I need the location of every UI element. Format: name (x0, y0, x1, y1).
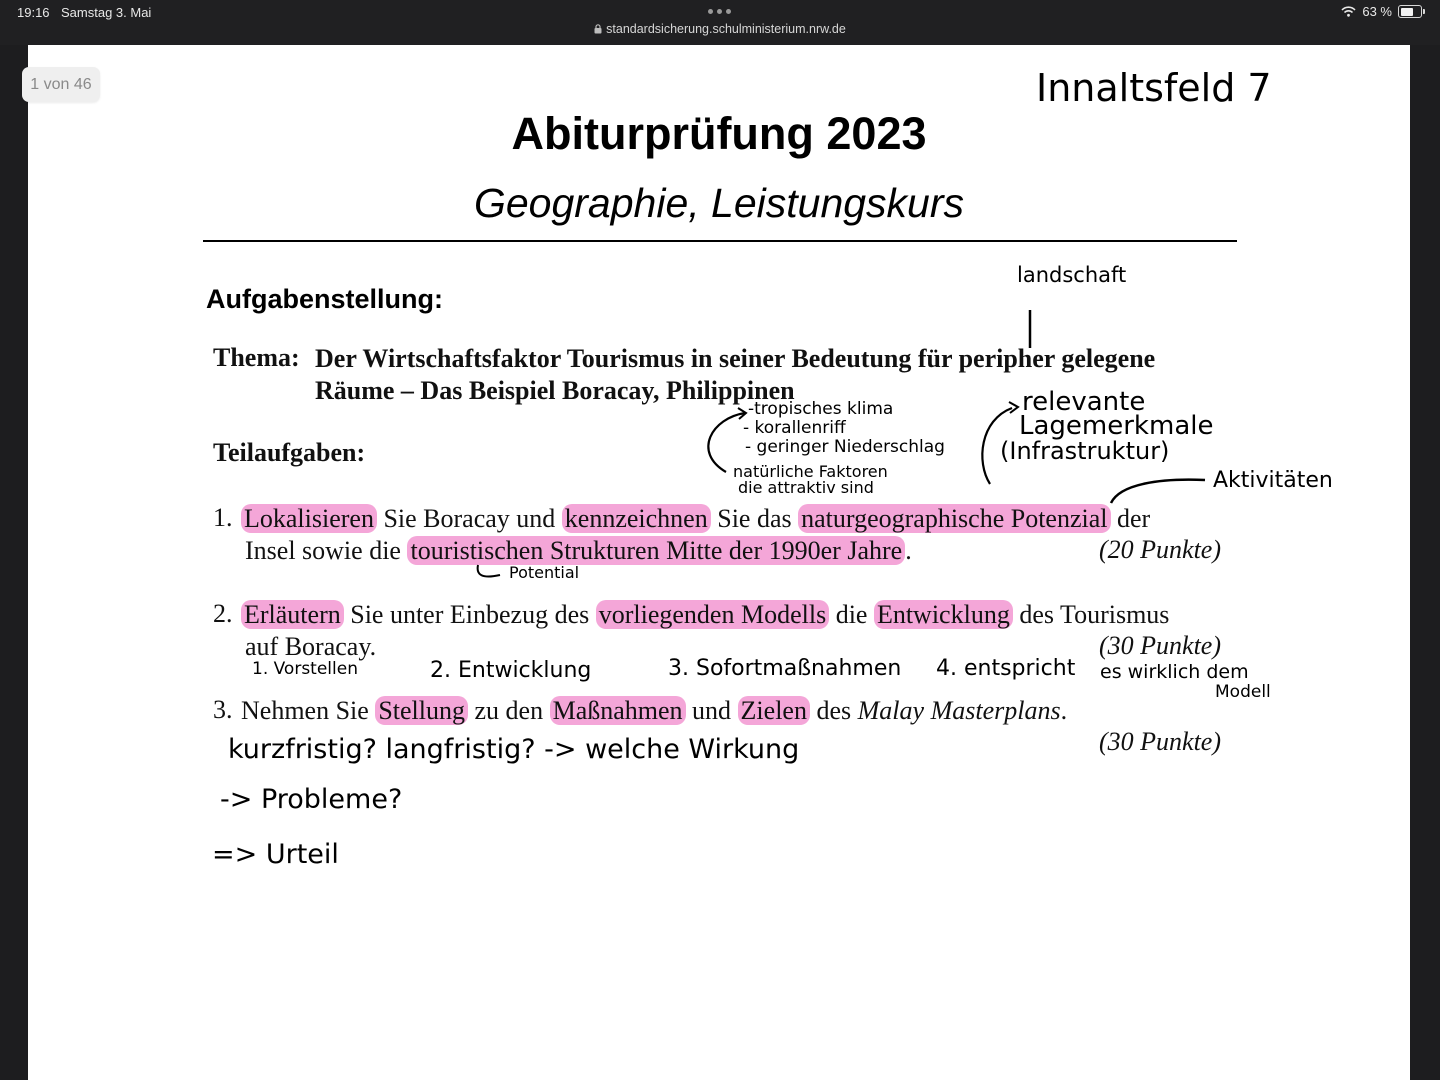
section-heading: Aufgabenstellung: (206, 284, 443, 314)
status-bar (0, 0, 1440, 45)
highlight-zielen: Zielen (738, 696, 810, 725)
highlight-lokalisieren: Lokalisieren (241, 504, 377, 533)
task-3 (241, 695, 1231, 727)
task-2-text: auf Boracay. (245, 632, 377, 661)
note-kurzfristig: kurzfristig? langfristig? -> welche Wirkung (228, 734, 800, 765)
highlight-kennzeichnen: kennzeichnen (562, 504, 711, 533)
thema-line-2: Räume – Das Beispiel Boracay, Philippinen (315, 376, 795, 405)
lock-icon (594, 24, 602, 34)
note-lagemerkmale: Lagemerkmale (1019, 411, 1214, 441)
task-2-number: 2. (213, 599, 233, 628)
note-aktivitaeten: Aktivitäten (1213, 468, 1333, 493)
highlight-modell: vorliegenden Modells (596, 600, 829, 629)
note-attraktiv: die attraktiv sind (738, 478, 874, 497)
battery-icon (1398, 5, 1422, 18)
task-1-text: . (905, 536, 912, 565)
task-1-text: Insel sowie die (245, 536, 401, 565)
page-indicator: 1 von 46 (22, 67, 100, 102)
task-3-text: zu den (474, 696, 544, 725)
wifi-icon (1341, 6, 1356, 17)
title-divider (203, 240, 1237, 242)
task-2-text: die (835, 600, 868, 629)
task-3-number: 3. (213, 695, 233, 724)
note-infrastruktur: (Infrastruktur) (1000, 437, 1170, 465)
task-2-points: (30 Punkte) (1098, 631, 1221, 660)
task-1-points: (20 Punkte) (1098, 535, 1221, 564)
document-subtitle: Geographie, Leistungskurs (473, 180, 965, 226)
highlight-massnahmen: Maßnahmen (550, 696, 686, 725)
task-1-text: der (1117, 504, 1151, 533)
task-3-masterplan: Malay Masterplans (857, 696, 1061, 725)
note-landschaft: landschaft (1017, 263, 1127, 287)
task-1-text: Sie das (717, 504, 792, 533)
highlight-erlaeutern: Erläutern (241, 600, 344, 629)
note-sofortmassnahmen: 3. Sofortmaßnahmen (668, 656, 902, 681)
note-korallen: - korallenriff (743, 418, 846, 438)
note-natuerlich: natürliche Faktoren (733, 462, 888, 481)
task-3-text: . (1060, 696, 1068, 725)
note-wirklich: es wirklich dem (1100, 661, 1249, 683)
task-2 (241, 599, 1231, 663)
address-bar[interactable] (0, 22, 1440, 36)
task-2-text: Sie unter Einbezug des (350, 600, 590, 629)
note-entwicklung: 2. Entwicklung (430, 658, 592, 683)
task-1 (241, 503, 1221, 567)
thema-label: Thema: (213, 343, 300, 372)
task-3-text: des (816, 696, 852, 725)
task-3-points: (30 Punkte) (1098, 727, 1221, 756)
task-3-text: und (692, 696, 732, 725)
task-1-text: Sie Boracay und (383, 504, 556, 533)
document-title: Abiturprüfung 2023 (511, 108, 927, 159)
status-date: Samstag 3. Mai (61, 5, 152, 20)
task-2-text: des Tourismus (1019, 600, 1170, 629)
status-time: 19:16 (17, 5, 50, 20)
url-text: standardsicherung.schulministerium.nrw.de (606, 22, 846, 36)
task-3-text: Nehmen Sie (241, 696, 369, 725)
note-niederschlag: - geringer Niederschlag (745, 437, 945, 457)
highlight-potenzial: naturgeographische Potenzial (798, 504, 1110, 533)
multitasking-dots-icon[interactable] (708, 9, 731, 14)
note-modell: Modell (1215, 682, 1271, 702)
status-indicators (1341, 4, 1422, 19)
highlight-entwicklung: Entwicklung (874, 600, 1013, 629)
note-inhaltsfeld: Innaltsfeld 7 (1036, 66, 1272, 110)
note-entspricht: 4. entspricht (936, 656, 1076, 681)
note-potential: Potential (509, 563, 580, 582)
task-1-number: 1. (213, 503, 233, 532)
note-probleme: -> Probleme? (220, 784, 403, 815)
thema-text (315, 343, 1255, 407)
teilaufgaben-heading: Teilaufgaben: (213, 438, 366, 467)
note-vorstellen: 1. Vorstellen (252, 659, 358, 679)
note-tropisch: -tropisches klima (748, 399, 894, 419)
highlight-stellung: Stellung (375, 696, 468, 725)
battery-percent: 63 % (1362, 4, 1392, 19)
highlight-strukturen: touristischen Strukturen Mitte der 1990er Jahre (407, 536, 905, 565)
note-urteil: => Urteil (212, 839, 339, 870)
thema-line-1: Der Wirtschaftsfaktor Tourismus in seiner Bedeutung für peripher gelegene (315, 344, 1156, 373)
note-relevante: relevante (1022, 387, 1146, 417)
